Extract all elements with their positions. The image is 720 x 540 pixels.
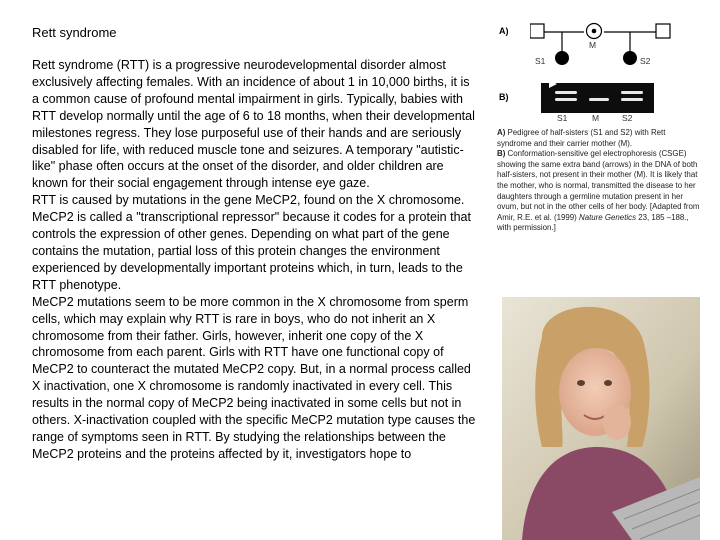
father1-symbol: [530, 24, 544, 38]
paragraph: RTT is caused by mutations in the gene MeCP2, found on the X chromosome. MeCP2 is called a "transcriptional repressor" because it codes for a protein that controls the expression of other genes. Depending on what part of the gene contains the mutation, partial loss of this protein changes the environment experienced by developmentally important proteins which, in turn, leads to the RTT phenotype.: [32, 193, 471, 292]
panel-b-label: B): [499, 92, 509, 102]
figure-caption: [497, 128, 702, 234]
s1-symbol: [555, 51, 569, 65]
caption-b-label: B): [497, 149, 506, 159]
caption-end: 23, 185 –188., with permission.]: [497, 212, 689, 233]
gel-band: [555, 98, 577, 101]
s2-symbol: [623, 51, 637, 65]
panel-a-label: A): [499, 26, 509, 36]
body-text: [32, 57, 477, 463]
pedigree-label-mother: M: [589, 40, 597, 50]
gel-label-m: M: [592, 113, 600, 123]
paragraph: Rett syndrome (RTT) is a progressive neurodevelopmental disorder almost exclusively affecting females. With an incidence of about 1 in 10,000 births, it is a common cause of profound mental impairment in girls. Typically, babies with RTT develop normally until the age of 6 to 18 months, when their developmental milestones regress. They lose purposeful use of their hands and are seriously disabled for life, with reduced muscle tone and seizures. A temporary "autistic-like" phase often occurs at the onset of the disorder, and older children are known for their social engagement through intense eye gaze.: [32, 58, 475, 191]
paragraph: MeCP2 mutations seem to be more common in the X chromosome from sperm cells, which may explain why RTT is rare in boys, who do not inherit an X chromosome from their father. Girls, however, inherit one copy of the X chromosome from each parent. Girls with RTT have one functional copy of MeCP2 to counteract the mutated MeCP2 copy. But, in a normal process called X inactivation, one X chromosome is randomly inactivated in every cell. This results in the normal copy of MeCP2 being inactivated in some cells but not in others. X-inactivation coupled with the specific MeCP2 mutation type causes the range of symptoms seen in RTT. By studying the relationships between the MeCP2 proteins and the proteins affected by it, investigators hope to: [32, 294, 476, 461]
caption-a-label: A): [497, 128, 506, 137]
pedigree-label-s1: S1: [535, 56, 546, 66]
carrier-dot: [592, 29, 597, 34]
arrow-icon: [548, 80, 558, 88]
gel-band: [621, 98, 643, 101]
gel-label-s2: S2: [622, 113, 633, 123]
father2-symbol: [656, 24, 670, 38]
gel-band: [555, 91, 577, 94]
caption-journal: Nature Genetics: [579, 212, 637, 222]
girl-photo-icon: [502, 297, 700, 540]
page-title: Rett syndrome: [32, 25, 117, 40]
pedigree-diagram: [530, 18, 680, 78]
caption-a-text: Pedigree of half-sisters (S1 and S2) with Rett syndrome and their carrier mother (M).: [497, 128, 666, 148]
gel-band: [589, 98, 609, 101]
caption-b-text: Conformation-sensitive gel electrophoresis (CSGE) showing the same extra band (arrows) in the DNA of both half-sisters, not present in their mother (M). It is likely that the mother, who is normal, transmitted the disease to her daughters through a germline mutation present in her ovum, but not in the other cells of her body. [Adapted from Amir, R.E. et al. (1999): [497, 149, 700, 222]
pedigree-label-s2: S2: [640, 56, 651, 66]
gel-label-s1: S1: [557, 113, 568, 123]
gel-band: [621, 91, 643, 94]
